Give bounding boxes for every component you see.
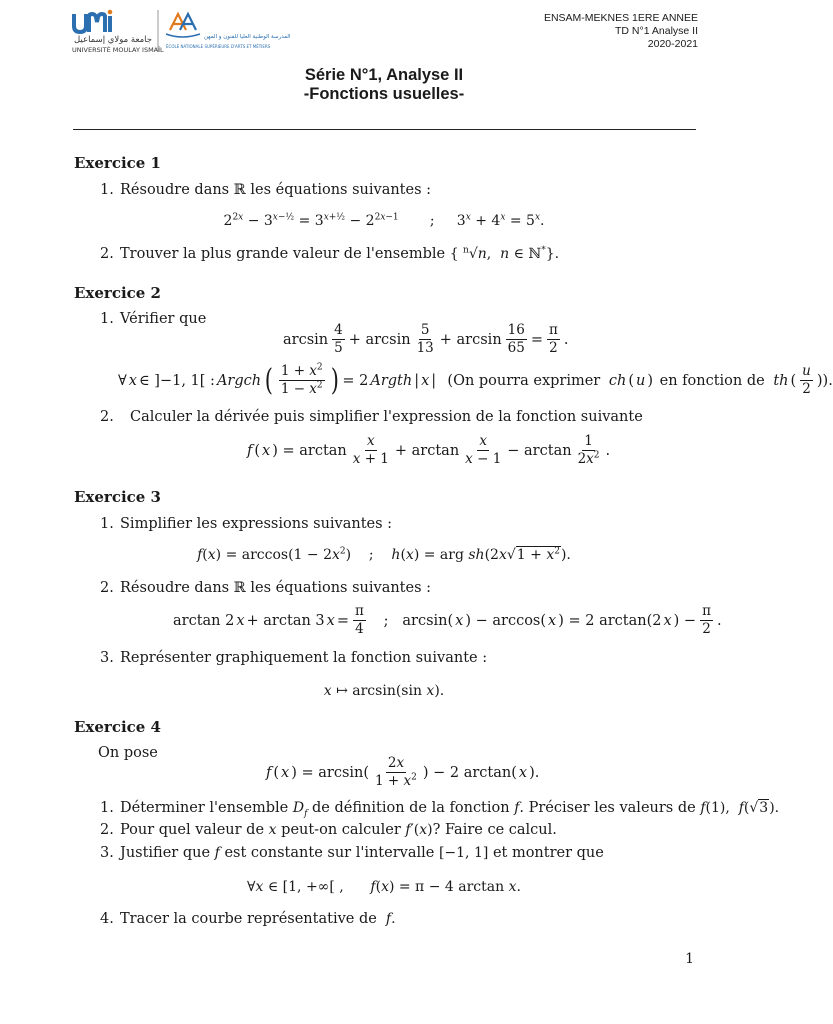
ex4-identity: ∀x ∈ [1, +∞[ , f(x) = π − 4 arctan x. bbox=[247, 879, 521, 895]
ex2-argth-identity: ∀ x ∈ ]−1, 1[ : Argch ( $\frac{1 + x^2}{1 - x^2}$ ) = 2 Argth | x | (On pourra exprimer ch ( u ) en fonction de th ( $\frac{u}{2}$ )). bbox=[118, 362, 833, 398]
svg-text:ÉCOLE NATIONALE SUPÉRIEURE D'A: ÉCOLE NATIONALE SUPÉRIEURE D'ARTS ET MÉTIERS bbox=[166, 44, 271, 49]
ex4-q1-text-c: . Préciser les valeurs de bbox=[519, 800, 696, 816]
ex1-q1-text: Résoudre dans ℝ les équations suivantes : bbox=[120, 182, 432, 198]
ex4-q3-text-c: et montrer que bbox=[492, 845, 604, 861]
page-number: 1 bbox=[685, 951, 694, 967]
ex1-q2-number: 2. bbox=[100, 246, 114, 262]
ex4-q3-line: Justifier que f est constante sur l'intervalle [−1, 1] et montrer que bbox=[120, 845, 604, 861]
ex4-q1-text-b: de définition de la fonction bbox=[312, 800, 510, 816]
svg-text:المدرسة الوطنية العليا للفنون: المدرسة الوطنية العليا للفنون و المهن bbox=[204, 34, 291, 40]
exercise-3-heading: Exercice 3 bbox=[74, 488, 161, 506]
ex1-q2-text: Trouver la plus grande valeur de l'ensemble bbox=[120, 246, 446, 262]
ex3-q1-number: 1. bbox=[100, 516, 114, 532]
ex4-q1-line: Déterminer l'ensemble $D_f$ de définition de la fonction f. Préciser les valeurs de f(1), f(√3). bbox=[120, 800, 780, 819]
ex2-note-b: en fonction de bbox=[659, 372, 765, 389]
ex4-q2-number: 2. bbox=[100, 822, 114, 838]
ex2-q1-text: Vérifier que bbox=[120, 311, 207, 327]
title-divider bbox=[73, 129, 696, 130]
exercise-4-heading: Exercice 4 bbox=[74, 718, 161, 736]
ex4-q1-text-a: Déterminer l'ensemble bbox=[120, 800, 289, 816]
ex3-q2-text: Résoudre dans ℝ les équations suivantes : bbox=[120, 580, 432, 596]
ex1-q2-set: { $^n$√n, n ∈ ℕ*}. bbox=[449, 245, 560, 262]
svg-text:UNIVERSITÉ MOULAY ISMAÏL: UNIVERSITÉ MOULAY ISMAÏL bbox=[72, 46, 164, 54]
ex3-q1-text: Simplifier les expressions suivantes : bbox=[120, 516, 393, 532]
ex2-q2-text: Calculer la dérivée puis simplifier l'expression de la fonction suivante bbox=[130, 409, 643, 425]
ex2-function-f: f ( x ) = arctan $\frac{x}{x + 1}$ + arctan $\frac{x}{x - 1}$ − arctan $\frac{1}{2x^2}$ . bbox=[247, 433, 611, 467]
svg-text:جامعة مولاي إسماعيل: جامعة مولاي إسماعيل bbox=[74, 35, 152, 45]
ex4-q2-text-c: ? Faire ce calcul. bbox=[432, 822, 557, 838]
ex4-q4-text: Tracer la courbe représentative de bbox=[120, 911, 377, 927]
ex1-q2-line bbox=[120, 246, 559, 262]
ex4-intro: On pose bbox=[98, 745, 158, 761]
title-line-2: -Fonctions usuelles- bbox=[303, 85, 465, 103]
ex4-q3-number: 3. bbox=[100, 845, 114, 861]
exercise-1-heading: Exercice 1 bbox=[74, 154, 161, 172]
ex2-q2-number: 2. bbox=[100, 409, 114, 425]
header-line-school: ENSAM-MEKNES 1ERE ANNEE bbox=[543, 12, 698, 24]
ex1-q1-number: 1. bbox=[100, 182, 114, 198]
ex4-q3-text-a: Justifier que bbox=[120, 845, 211, 861]
university-logo-icon bbox=[72, 8, 291, 54]
title-line-1: Série N°1, Analyse II bbox=[304, 66, 464, 84]
ex2-q1-number: 1. bbox=[100, 311, 114, 327]
ex4-q2-line: Pour quel valeur de x peut-on calculer f′(x)? Faire ce calcul. bbox=[120, 822, 557, 838]
ex3-map: x ↦ arcsin(sin x). bbox=[323, 683, 445, 699]
ex3-expressions: $f(x) = \arccos(1 - 2x^2)$ ; h(x) = arg $sh(2x√1 + x^2)$. bbox=[197, 546, 571, 563]
ex3-equations: arctan 2 x + arctan 3 x = $\frac{\pi}{4}$ ; arcsin( x ) − arccos( x ) = 2 arctan(2 x ) − $\frac{\pi}{2}$ . bbox=[173, 603, 722, 637]
header-line-year: 2020-2021 bbox=[647, 38, 698, 50]
ex4-q3-text-b: est constante sur l'intervalle bbox=[224, 845, 435, 861]
ex3-q3-text: Représenter graphiquement la fonction suivante : bbox=[120, 650, 488, 666]
ex3-q2-number: 2. bbox=[100, 580, 114, 596]
ex4-q2-text-a: Pour quel valeur de bbox=[120, 822, 265, 838]
ex4-q1-number: 1. bbox=[100, 800, 114, 816]
course-header bbox=[544, 12, 698, 51]
ex4-function-f: f ( x ) = arcsin( $\frac{2x}{1 + x^2}$ ) − 2 arctan( x ). bbox=[266, 755, 540, 789]
ex2-note-a: (On pourra exprimer bbox=[447, 372, 601, 389]
page-title bbox=[0, 66, 768, 104]
ex2-arcsin-identity: arcsin $\frac{4}{5}$ + arcsin $\frac{5}{13}$ + arcsin $\frac{16}{65}$ = $\frac{\pi}{2}$ . bbox=[283, 322, 569, 356]
header-line-course: TD N°1 Analyse II bbox=[615, 25, 698, 37]
ex4-q2-text-b: peut-on calculer bbox=[281, 822, 401, 838]
header-logos bbox=[72, 8, 291, 54]
ex4-q4-line: Tracer la courbe représentative de f. bbox=[120, 911, 396, 927]
exercise-2-heading: Exercice 2 bbox=[74, 284, 161, 302]
ex1-equations: $2^{2x} - 3^{x-\frac{1}{2}} = 3^{x+\frac{1}{2}} - 2^{2x-1}$ ; $3^x + 4^x = 5^x$. bbox=[223, 212, 545, 229]
ex3-q3-number: 3. bbox=[100, 650, 114, 666]
ex4-q4-number: 4. bbox=[100, 911, 114, 927]
